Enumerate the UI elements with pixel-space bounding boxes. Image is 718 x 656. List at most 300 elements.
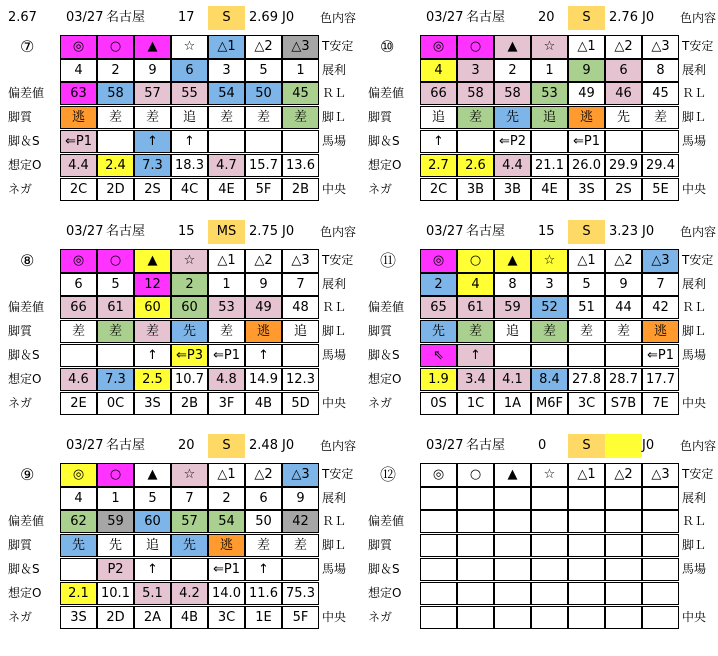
venue-name: 名古屋 [106, 10, 146, 25]
row-label: 偏差値 [368, 86, 405, 100]
data-cell: 差 [134, 320, 171, 343]
row-label-right: 脚Ｌ [322, 324, 347, 338]
mark-cell: ◎ [420, 35, 457, 59]
color-content-label: 色内容 [320, 439, 357, 453]
data-cell: 4B [171, 606, 208, 629]
data-cell: ⇐P1 [568, 130, 605, 153]
row-label-right: 中央 [682, 396, 707, 410]
data-cell: 5E [642, 178, 679, 201]
data-cell [642, 534, 679, 557]
data-cell [171, 558, 208, 581]
mark-cell: ▲ [134, 249, 171, 273]
data-cell: 9 [605, 273, 642, 296]
row-label-right: T安定 [682, 253, 714, 267]
row-label: 偏差値 [8, 86, 45, 100]
mark-cell: △3 [642, 249, 679, 273]
data-cell: 差 [245, 534, 282, 557]
data-cell: 3 [531, 273, 568, 296]
data-cell: 先 [605, 106, 642, 129]
data-cell: 差 [457, 320, 494, 343]
mark-cell: △2 [245, 249, 282, 273]
mark-cell: ▲ [494, 35, 531, 59]
data-cell: 4B [245, 392, 282, 415]
mark-cell: ☆ [171, 35, 208, 59]
data-cell: P2 [97, 558, 134, 581]
mark-cell: ☆ [171, 249, 208, 273]
data-cell: 先 [171, 320, 208, 343]
data-cell: ⇐P1 [208, 558, 245, 581]
color-content-label: 色内容 [320, 11, 357, 25]
mark-cell: ▲ [134, 35, 171, 59]
mark-cell: ☆ [531, 249, 568, 273]
data-cell: 8.4 [531, 368, 568, 391]
data-cell [568, 487, 605, 510]
data-cell: 61 [457, 296, 494, 319]
data-cell [457, 558, 494, 581]
data-cell: 2A [134, 606, 171, 629]
data-cell: 3 [457, 59, 494, 82]
mark-cell: ◎ [420, 463, 457, 487]
row-label-right: 展利 [322, 277, 347, 291]
mark-cell: ○ [97, 249, 134, 273]
data-cell [457, 606, 494, 629]
data-cell: 1 [208, 273, 245, 296]
data-cell: 51 [568, 296, 605, 319]
data-cell: 29.9 [605, 154, 642, 177]
top-left-value: 2.67 [8, 10, 37, 25]
data-cell [494, 558, 531, 581]
data-cell: ⇐P1 [208, 344, 245, 367]
race-panel [0, 214, 357, 424]
data-cell: 3S [568, 178, 605, 201]
data-cell: 11.6 [245, 582, 282, 605]
data-cell [282, 558, 319, 581]
data-cell [494, 534, 531, 557]
data-cell: 追 [531, 106, 568, 129]
data-cell [97, 130, 134, 153]
data-cell: 差 [97, 320, 134, 343]
jo-label: J0 [642, 10, 655, 25]
data-cell: 4.8 [208, 368, 245, 391]
jo-label: J0 [282, 10, 295, 25]
mark-cell: ○ [97, 463, 134, 487]
data-cell: 8 [642, 59, 679, 82]
data-cell: 66 [60, 296, 97, 319]
mark-cell: ○ [97, 35, 134, 59]
data-cell [457, 130, 494, 153]
data-cell: 7.3 [97, 368, 134, 391]
data-cell: 59 [494, 296, 531, 319]
data-cell: 差 [60, 320, 97, 343]
entry-count: 15 [538, 224, 555, 239]
venue-name: 名古屋 [466, 10, 506, 25]
row-label: 脚＆S [368, 348, 400, 362]
row-label: 想定O [8, 586, 42, 600]
race-panel [360, 0, 717, 210]
data-cell: 追 [420, 106, 457, 129]
grade-badge: S [568, 220, 605, 244]
data-cell: 逃 [245, 320, 282, 343]
data-cell: 50 [245, 510, 282, 533]
data-cell [457, 487, 494, 510]
entry-count: 20 [538, 10, 555, 25]
row-label: 想定O [368, 372, 402, 386]
data-cell [420, 606, 457, 629]
data-cell: ⇖ [420, 344, 457, 367]
race-panel [360, 428, 717, 638]
mark-cell: ○ [457, 35, 494, 59]
mark-cell: ◎ [60, 463, 97, 487]
data-cell: 18.3 [171, 154, 208, 177]
mark-cell: △3 [282, 463, 319, 487]
data-cell [642, 582, 679, 605]
data-cell [208, 130, 245, 153]
data-cell: 追 [171, 106, 208, 129]
mark-cell: ☆ [531, 35, 568, 59]
data-cell [568, 344, 605, 367]
mark-cell: △1 [568, 463, 605, 487]
data-cell: 1.9 [420, 368, 457, 391]
data-cell: 49 [245, 296, 282, 319]
data-cell: 5F [245, 178, 282, 201]
mark-cell: △1 [568, 249, 605, 273]
data-cell: 2 [171, 273, 208, 296]
data-cell: 2 [420, 273, 457, 296]
data-cell: 2E [60, 392, 97, 415]
data-cell: 4 [457, 273, 494, 296]
data-cell: 4.4 [60, 154, 97, 177]
row-label: 偏差値 [368, 514, 405, 528]
data-cell: 逃 [568, 106, 605, 129]
mark-cell: △1 [568, 35, 605, 59]
row-label: ネガ [8, 182, 33, 196]
row-label-right: 脚Ｌ [322, 110, 347, 124]
row-label-right: ＲＬ [322, 300, 347, 314]
data-cell: 57 [171, 510, 208, 533]
data-cell: 28.7 [605, 368, 642, 391]
row-label-right: 中央 [322, 610, 347, 624]
data-cell [642, 606, 679, 629]
data-cell: 7 [642, 273, 679, 296]
data-cell: 14.0 [208, 582, 245, 605]
race-date: 03/27 [426, 224, 464, 239]
row-label: 偏差値 [368, 300, 405, 314]
row-label: 偏差値 [8, 300, 45, 314]
race-number: ⑦ [20, 37, 35, 56]
data-cell: 44 [605, 296, 642, 319]
race-number: ⑧ [20, 251, 35, 270]
data-cell: 2B [171, 392, 208, 415]
row-label: ネガ [368, 182, 393, 196]
row-label: ネガ [8, 610, 33, 624]
data-cell: 5D [282, 392, 319, 415]
data-cell: 追 [282, 320, 319, 343]
row-label: 想定O [8, 158, 42, 172]
data-cell: 差 [457, 106, 494, 129]
row-label: ネガ [8, 396, 33, 410]
race-date: 03/27 [66, 224, 104, 239]
data-cell: 8 [494, 273, 531, 296]
data-cell: 4.1 [494, 368, 531, 391]
row-label: 脚質 [8, 538, 33, 552]
row-label-right: 中央 [322, 182, 347, 196]
data-cell: 2B [282, 178, 319, 201]
data-cell [494, 606, 531, 629]
data-cell [457, 510, 494, 533]
data-cell: 5 [568, 273, 605, 296]
data-cell: 1E [245, 606, 282, 629]
entry-count: 0 [538, 438, 547, 453]
data-cell [457, 534, 494, 557]
row-label: 脚質 [8, 110, 33, 124]
mark-cell: ☆ [531, 463, 568, 487]
data-cell: S7B [605, 392, 642, 415]
grade-badge: MS [208, 220, 245, 244]
data-cell: ↑ [245, 344, 282, 367]
data-cell: 75.3 [282, 582, 319, 605]
data-cell: 3F [208, 392, 245, 415]
data-cell: 差 [208, 320, 245, 343]
data-cell [457, 582, 494, 605]
data-cell: 9 [134, 59, 171, 82]
data-cell: 50 [245, 82, 282, 105]
data-cell: 6 [171, 59, 208, 82]
data-cell: 逃 [60, 106, 97, 129]
data-cell: ↑ [420, 130, 457, 153]
data-cell: 差 [208, 106, 245, 129]
row-label-right: 脚Ｌ [682, 538, 707, 552]
venue-name: 名古屋 [466, 438, 506, 453]
data-cell [605, 510, 642, 533]
score-value: 2.75 [249, 224, 278, 239]
score-value: 3.23 [609, 224, 638, 239]
data-cell: 逃 [642, 320, 679, 343]
data-cell: 差 [282, 534, 319, 557]
data-cell: 先 [171, 534, 208, 557]
data-cell: 3.4 [457, 368, 494, 391]
data-cell: 4.6 [60, 368, 97, 391]
data-cell: 4 [420, 59, 457, 82]
score-value: 2.48 [249, 438, 278, 453]
data-cell: 14.9 [245, 368, 282, 391]
data-cell [568, 606, 605, 629]
data-cell [605, 534, 642, 557]
row-label-right: ＲＬ [322, 514, 347, 528]
mark-cell: △1 [208, 35, 245, 59]
race-number: ⑨ [20, 465, 35, 484]
data-cell: 2.5 [134, 368, 171, 391]
data-cell: 1 [282, 59, 319, 82]
grade-badge: S [568, 434, 605, 458]
venue-name: 名古屋 [466, 224, 506, 239]
data-cell [420, 534, 457, 557]
row-label-right: ＲＬ [682, 514, 707, 528]
mark-cell: △2 [245, 463, 282, 487]
data-cell: 2C [420, 178, 457, 201]
data-cell: 5.1 [134, 582, 171, 605]
color-content-label: 色内容 [680, 439, 717, 453]
data-cell: 逃 [208, 534, 245, 557]
data-cell: 10.7 [171, 368, 208, 391]
data-cell: 60 [171, 296, 208, 319]
mark-cell: △2 [605, 463, 642, 487]
data-cell: 5 [134, 487, 171, 510]
row-label: 脚＆S [8, 562, 40, 576]
data-cell: M6F [531, 392, 568, 415]
row-label-right: 馬場 [322, 562, 347, 576]
row-label-right: ＲＬ [682, 86, 707, 100]
race-number: ⑫ [380, 465, 397, 484]
data-cell [605, 558, 642, 581]
race-date: 03/27 [426, 10, 464, 25]
data-cell [531, 344, 568, 367]
data-cell [531, 606, 568, 629]
data-cell [605, 487, 642, 510]
data-cell: 53 [531, 82, 568, 105]
data-cell: 6 [605, 59, 642, 82]
data-cell: 60 [134, 510, 171, 533]
row-label-right: 馬場 [682, 134, 707, 148]
data-cell: 2 [494, 59, 531, 82]
mark-cell: ☆ [171, 463, 208, 487]
row-label-right: 展利 [682, 277, 707, 291]
row-label: 脚＆S [368, 562, 400, 576]
entry-count: 15 [178, 224, 195, 239]
venue-name: 名古屋 [106, 224, 146, 239]
row-label-right: 展利 [322, 63, 347, 77]
data-cell [531, 534, 568, 557]
data-cell: 差 [134, 106, 171, 129]
data-cell: 4.7 [208, 154, 245, 177]
data-cell: 差 [97, 106, 134, 129]
race-number: ⑩ [380, 37, 395, 56]
entry-count: 17 [178, 10, 195, 25]
data-cell: 49 [568, 82, 605, 105]
data-cell: ↑ [134, 344, 171, 367]
data-cell: 7 [171, 487, 208, 510]
row-label-right: T安定 [322, 467, 354, 481]
entry-count: 20 [178, 438, 195, 453]
data-cell [605, 606, 642, 629]
row-label-right: T安定 [322, 253, 354, 267]
row-label-right: 馬場 [682, 562, 707, 576]
data-cell: 9 [245, 273, 282, 296]
race-date: 03/27 [426, 438, 464, 453]
data-cell: 17.7 [642, 368, 679, 391]
data-cell: 5F [282, 606, 319, 629]
data-cell: 13.6 [282, 154, 319, 177]
data-cell [420, 582, 457, 605]
row-label: 脚＆S [8, 348, 40, 362]
data-cell [531, 582, 568, 605]
row-label: ネガ [368, 610, 393, 624]
data-cell: 3C [568, 392, 605, 415]
data-cell: 61 [97, 296, 134, 319]
mark-cell: ◎ [60, 249, 97, 273]
data-cell: 4 [60, 59, 97, 82]
row-label: 脚質 [8, 324, 33, 338]
data-cell: 9 [282, 487, 319, 510]
mark-cell: △3 [282, 249, 319, 273]
mark-cell: ◎ [420, 249, 457, 273]
row-label-right: 展利 [682, 63, 707, 77]
mark-cell: △1 [208, 249, 245, 273]
data-cell: ⇐P1 [60, 130, 97, 153]
mark-cell: ○ [457, 463, 494, 487]
data-cell: 4C [171, 178, 208, 201]
mark-cell: △2 [605, 35, 642, 59]
data-cell: 5 [97, 273, 134, 296]
data-cell: 42 [282, 510, 319, 533]
row-label: 想定O [368, 158, 402, 172]
data-cell: 7E [642, 392, 679, 415]
row-label-right: ＲＬ [322, 86, 347, 100]
data-cell: 4.2 [171, 582, 208, 605]
data-cell: 1C [457, 392, 494, 415]
data-cell [642, 130, 679, 153]
data-cell: 10.1 [97, 582, 134, 605]
data-cell: 4E [531, 178, 568, 201]
score-value: 2.76 [609, 10, 638, 25]
data-cell: 63 [60, 82, 97, 105]
data-cell: 42 [642, 296, 679, 319]
data-cell: 追 [494, 320, 531, 343]
data-cell: 差 [245, 106, 282, 129]
row-label-right: T安定 [682, 39, 714, 53]
row-label-right: 脚Ｌ [322, 538, 347, 552]
grade-badge: S [568, 6, 605, 30]
mark-cell: △3 [282, 35, 319, 59]
data-cell: 4 [60, 487, 97, 510]
data-cell: ↑ [171, 130, 208, 153]
row-label: 脚質 [368, 538, 393, 552]
data-cell: 3S [60, 606, 97, 629]
jo-label: J0 [642, 438, 655, 453]
data-cell: 1 [97, 487, 134, 510]
data-cell [420, 510, 457, 533]
data-cell [97, 344, 134, 367]
mark-cell: △2 [605, 249, 642, 273]
jo-label: J0 [282, 438, 295, 453]
data-cell: 先 [420, 320, 457, 343]
data-cell: 先 [494, 106, 531, 129]
data-cell [420, 487, 457, 510]
data-cell: 55 [171, 82, 208, 105]
data-cell: 差 [568, 320, 605, 343]
data-cell [531, 558, 568, 581]
row-label-right: T安定 [682, 467, 714, 481]
row-label-right: 展利 [682, 491, 707, 505]
data-cell: 27.8 [568, 368, 605, 391]
color-content-label: 色内容 [680, 225, 717, 239]
data-cell: 差 [642, 106, 679, 129]
mark-cell: △1 [208, 463, 245, 487]
mark-cell: ▲ [134, 463, 171, 487]
row-label-right: 馬場 [322, 134, 347, 148]
data-cell: 2 [208, 487, 245, 510]
data-cell: 3B [457, 178, 494, 201]
data-cell: 3B [494, 178, 531, 201]
data-cell [494, 510, 531, 533]
data-cell: 15.7 [245, 154, 282, 177]
jo-label: J0 [642, 224, 655, 239]
data-cell [568, 582, 605, 605]
grade-badge: S [208, 6, 245, 30]
data-cell: 先 [60, 534, 97, 557]
data-cell: ⇐P1 [642, 344, 679, 367]
data-cell: 58 [494, 82, 531, 105]
data-cell: 2.6 [457, 154, 494, 177]
